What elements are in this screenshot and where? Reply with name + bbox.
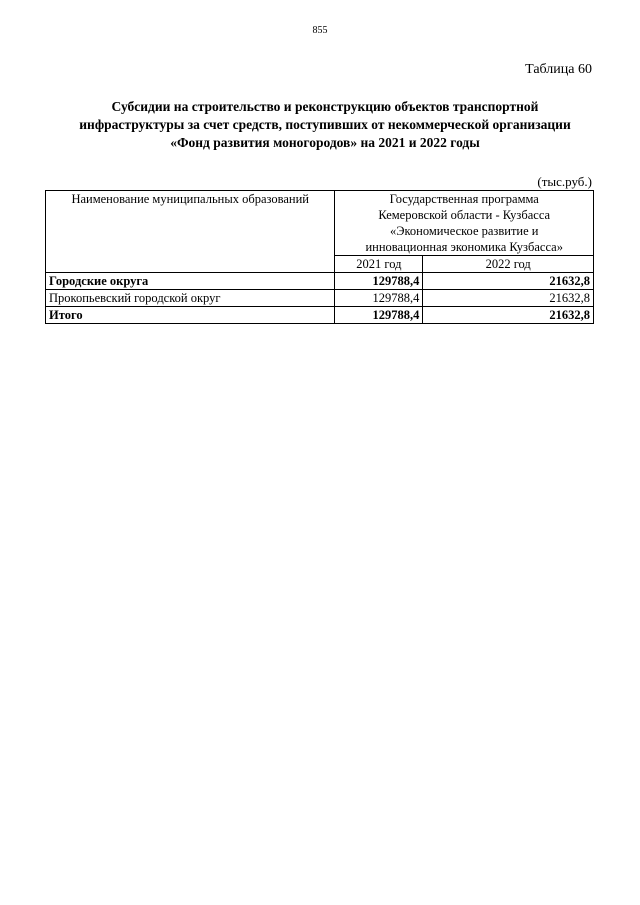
header-year-2021: 2021 год [335,256,423,273]
table-label: Таблица 60 [525,62,592,77]
row-name: Итого [46,307,335,324]
subsidies-table [45,190,594,324]
page-number: 855 [312,25,328,36]
title-line-3: «Фонд развития моногородов» на 2021 и 2022 годы [170,135,480,150]
row-name: Городские округа [46,273,335,290]
row-value-2021: 129788,4 [335,307,423,324]
header-year-2022: 2022 год [423,256,594,273]
title-line-2: инфраструктуры за счет средств, поступивших от некоммерческой организации [79,117,571,132]
table-row [46,307,594,324]
header-municipality: Наименование муниципальных образований [46,191,335,273]
table-row [46,273,594,290]
row-value-2022: 21632,8 [423,273,594,290]
table-header-row [46,191,594,256]
row-value-2021: 129788,4 [335,290,423,307]
header-program-line-2: Кемеровской области - Кузбасса [378,208,551,222]
row-value-2022: 21632,8 [423,290,594,307]
header-program-line-4: инновационная экономика Кузбасса» [365,240,563,254]
document-title [60,98,590,152]
row-value-2021: 129788,4 [335,273,423,290]
row-name: Прокопьевский городской округ [46,290,335,307]
header-program-line-1: Государственная программа [389,192,539,206]
header-program [335,191,594,256]
row-value-2022: 21632,8 [423,307,594,324]
units-label: (тыс.руб.) [537,174,592,189]
header-program-line-3: «Экономическое развитие и [389,224,539,238]
title-line-1: Субсидии на строительство и реконструкцию объектов транспортной [111,99,539,114]
table-row [46,290,594,307]
